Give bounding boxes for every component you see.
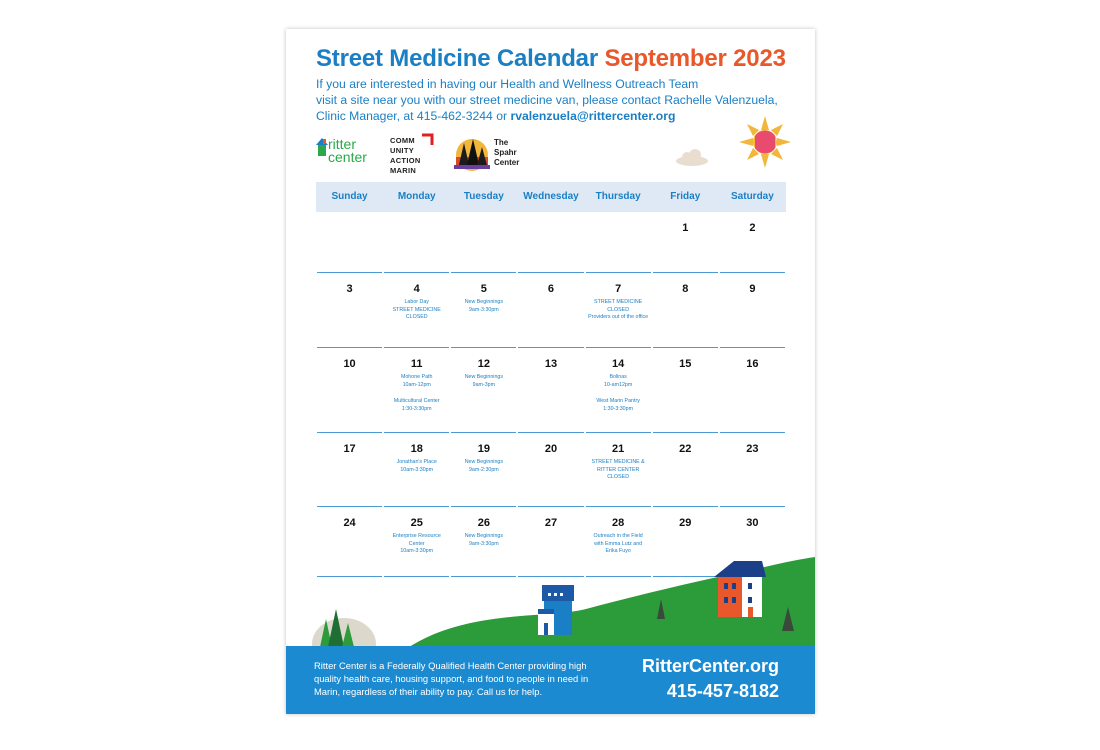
day-number: 17 (343, 443, 356, 455)
day-number: 20 (544, 443, 558, 455)
logo-word: COMM (390, 136, 415, 145)
cloud-icon (674, 145, 710, 167)
day-cell (652, 273, 719, 348)
day-cell (652, 348, 719, 433)
day-cell (517, 212, 584, 273)
spahr-center-logo (452, 135, 532, 175)
event-line: with Emma Lutz and (594, 540, 643, 547)
event-line: 10-am12pm (604, 381, 633, 388)
day-number (316, 212, 383, 236)
corner-mark-icon (420, 133, 434, 147)
day-cell (450, 348, 517, 433)
day-cell (585, 348, 652, 433)
event-line: West Marin Pantry (596, 398, 640, 404)
event-line: STREET MEDICINE & (591, 459, 645, 465)
landscape-illustration (286, 549, 815, 649)
day-cell (719, 212, 786, 273)
day-number: 16 (746, 358, 759, 370)
intro-contact: Clinic Manager, at 415-462-3244 or (316, 109, 511, 123)
day-cell (316, 273, 383, 348)
day-cell (652, 433, 719, 507)
week-row (316, 273, 786, 348)
event-line: 9am-3:30pm (468, 540, 499, 547)
day-cell (383, 273, 450, 348)
event-line: CLOSED (405, 314, 428, 320)
page-title (316, 45, 786, 73)
day-number: 23 (746, 443, 759, 455)
day-number (517, 212, 584, 236)
ritter-center-logo (316, 134, 376, 174)
day-events (450, 372, 517, 389)
day-events (383, 297, 450, 322)
event-line: 10am-3:30pm (400, 548, 434, 554)
logo-word: center (328, 149, 367, 165)
day-number: 24 (343, 517, 356, 529)
event-line: New Beginnings (464, 299, 503, 305)
day-number: 3 (346, 283, 353, 295)
day-number (383, 212, 450, 236)
day-events (450, 531, 517, 548)
day-number: 12 (477, 358, 490, 370)
day-cell (383, 433, 450, 507)
day-number: 30 (746, 517, 759, 529)
logo-word: The (494, 138, 509, 147)
title-main: Street Medicine Calendar (316, 45, 598, 72)
day-number: 14 (612, 358, 625, 370)
event-line: Multicultural Center (393, 398, 440, 404)
day-cell (517, 273, 584, 348)
day-events (383, 457, 450, 474)
event-line: STREET MEDICINE (594, 299, 643, 305)
day-cell (585, 433, 652, 507)
house-icon (538, 585, 574, 635)
day-number: 25 (410, 517, 423, 529)
day-number: 9 (749, 283, 756, 295)
sun-icon (738, 115, 792, 169)
house-icon (714, 561, 766, 617)
intro-text (316, 76, 786, 124)
weekday-label: Tuesday (463, 191, 504, 202)
footer-description: Ritter Center is a Federally Qualified Health Center providing high quality health care, housing support, and food to people in need in Marin, regardless of their ability to pay. Call us for help. (314, 660, 589, 697)
day-number: 5 (480, 283, 487, 295)
day-cell (450, 433, 517, 507)
day-cell (719, 348, 786, 433)
event-line: 10am-3:30pm (400, 466, 434, 473)
logo-word: Center (494, 158, 520, 167)
footer-banner (286, 646, 815, 714)
intro-line: If you are interested in having our Health and Wellness Outreach Team (316, 77, 699, 91)
day-number: 2 (749, 222, 756, 234)
weekday-label: Thursday (595, 191, 641, 202)
logo-word: MARIN (390, 166, 417, 175)
website-link[interactable]: RitterCenter.org (641, 656, 779, 676)
event-line: Labor Day (404, 299, 429, 305)
event-line: Providers out of the office (588, 314, 649, 320)
day-cell (585, 212, 652, 273)
weekday-header (316, 182, 786, 212)
event-line: New Beginnings (464, 459, 503, 465)
event-line: 9am-2:30pm (468, 466, 499, 473)
event-line: CLOSED (607, 474, 630, 480)
event-line: Mohone Path (400, 374, 433, 380)
day-number: 8 (682, 283, 689, 295)
day-cell (719, 273, 786, 348)
event-line: 9am-3pm (472, 381, 496, 388)
day-cell (585, 273, 652, 348)
week-row (316, 433, 786, 507)
event-line: 9am-3:30pm (468, 306, 499, 313)
day-cell (517, 433, 584, 507)
event-line: 1:30-3:30pm (603, 405, 633, 412)
day-number: 4 (413, 283, 420, 295)
day-number: 6 (547, 283, 555, 295)
event-line: 10am-12pm (402, 381, 431, 388)
day-cell (652, 212, 719, 273)
day-number: 10 (343, 358, 356, 370)
day-number (450, 212, 517, 236)
event-line: CLOSED (607, 306, 630, 313)
day-number: 28 (612, 517, 625, 529)
event-line: 1:30-3:30pm (401, 405, 432, 412)
trees-icon (452, 135, 492, 171)
day-events (585, 457, 652, 482)
day-number: 18 (410, 443, 423, 455)
logo-word: Spahr (494, 148, 517, 157)
day-cell (316, 348, 383, 433)
event-line: Outreach in the Field (593, 533, 643, 539)
event-line: New Beginnings (464, 533, 503, 539)
day-cell (719, 433, 786, 507)
logo-word: UNITY (390, 146, 414, 155)
tree-icon (320, 609, 354, 647)
community-action-marin-logo (390, 133, 440, 173)
contact-email[interactable]: rvalenzuela@rittercenter.org (510, 109, 676, 123)
event-line: Erika Fuyo (605, 548, 631, 554)
intro-line (316, 108, 786, 124)
weekday-label: Monday (397, 191, 436, 202)
weekday-label: Friday (670, 191, 701, 202)
day-number: 7 (615, 283, 622, 295)
day-cell (383, 212, 450, 273)
logo-word: ACTION (390, 156, 421, 165)
day-number (585, 212, 652, 236)
day-number: 19 (477, 443, 490, 455)
day-events (450, 297, 517, 314)
intro-line: visit a site near you with our street medicine van, please contact Rachelle Valenzuela, (316, 93, 778, 107)
day-number: 27 (544, 517, 558, 529)
day-events (450, 457, 517, 474)
day-number: 13 (544, 358, 558, 370)
day-cell (450, 273, 517, 348)
day-number: 11 (410, 358, 423, 370)
weekday-label: Sunday (331, 191, 368, 202)
title-month: September 2023 (604, 45, 786, 72)
week-row (316, 212, 786, 273)
day-number: 29 (679, 517, 692, 529)
day-cell (316, 433, 383, 507)
day-number: 1 (682, 222, 689, 234)
day-cell (316, 212, 383, 273)
day-events (383, 372, 450, 413)
calendar-flyer (286, 29, 815, 714)
weekday-label: Wednesday (523, 191, 579, 202)
event-line: STREET MEDICINE (392, 306, 441, 313)
event-line: Center (408, 540, 425, 547)
weekday-label: Saturday (731, 191, 774, 202)
logo-word: ritter (328, 136, 356, 152)
calendar-grid (316, 212, 786, 577)
event-line: Jonathan's Place (396, 459, 437, 465)
event-line: New Beginnings (464, 374, 503, 380)
day-events (585, 297, 652, 322)
event-line: Bolinas (609, 374, 627, 380)
day-cell (517, 348, 584, 433)
day-number: 26 (477, 517, 490, 529)
day-cell (383, 348, 450, 433)
day-events (585, 372, 652, 413)
week-row (316, 348, 786, 433)
day-number: 21 (612, 443, 625, 455)
event-line: Enterprise Resource (392, 533, 441, 539)
day-number: 15 (679, 358, 692, 370)
day-cell (450, 212, 517, 273)
phone-number[interactable]: 415-457-8182 (666, 681, 779, 701)
event-line: RITTER CENTER (596, 466, 640, 473)
day-number: 22 (679, 443, 692, 455)
